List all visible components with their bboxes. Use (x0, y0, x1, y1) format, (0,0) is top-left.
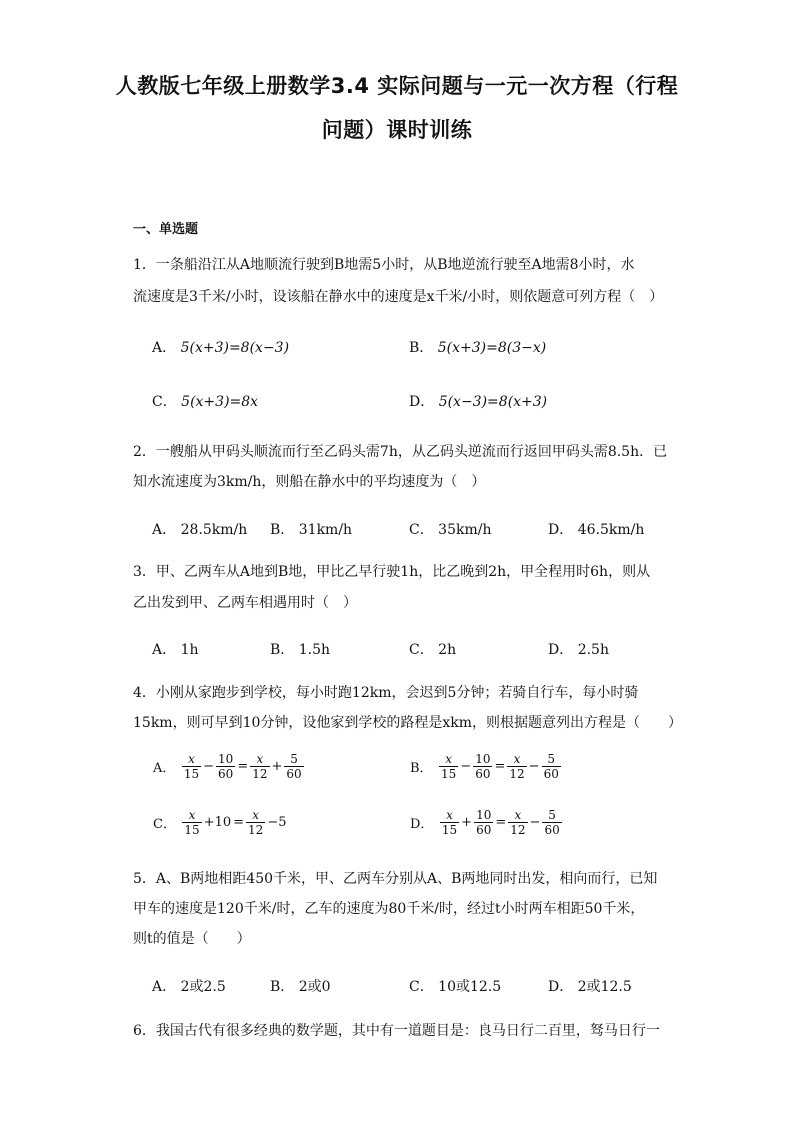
q3-option-c[interactable]: C． 2h (409, 642, 457, 658)
q4-option-d[interactable]: D． $\frac{x}{15}$ + $\frac{10}{60}$ = $\frac{x}{12}$ − $\frac{5}{60}$ (410, 808, 560, 837)
q3-option-d[interactable]: D． 2.5h (548, 642, 609, 658)
question-2-line-2: 知水流速度为3km/h，则船在静水中的平均速度为（ ） (133, 474, 486, 490)
q1-option-d[interactable]: D． 5(x−3)=8(x+3) (409, 394, 548, 410)
q5-option-c[interactable]: C． 10或12.5 (409, 979, 502, 995)
section-heading: 一、单选题 (133, 222, 199, 237)
question-4-line-1: 4．小刚从家跑步到学校，每小时跑12km，会迟到5分钟；若骑自行车，每小时骑 (133, 685, 639, 701)
q5-option-d[interactable]: D． 2或12.5 (548, 979, 632, 995)
q1-option-c[interactable]: C． 5(x+3)=8x (152, 394, 259, 410)
question-3-line-1: 3．甲、乙两车从A地到B地，甲比乙早行驶1h，比乙晚到2h，甲全程用时6h，则从 (133, 564, 651, 580)
q2-option-c[interactable]: C． 35km/h (409, 522, 492, 538)
q3-option-b[interactable]: B． 1.5h (270, 642, 331, 658)
question-3-line-2: 乙出发到甲、乙两车相遇用时（ ） (133, 595, 357, 611)
q3-option-a[interactable]: A． 1h (152, 642, 199, 658)
q5-option-a[interactable]: A． 2或2.5 (152, 979, 226, 995)
question-1-line-1: 1．一条船沿江从A地顺流行驶到B地需5小时，从B地逆流行驶至A地需8小时，水 (133, 257, 635, 273)
page-title-line-1: 人教版七年级上册数学3.4 实际问题与一元一次方程（行程 (115, 74, 679, 98)
question-5-line-2: 甲车的速度是120千米/时，乙车的速度为80千米/时，经过t小时两车相距50千米， (133, 901, 645, 917)
q2-option-a[interactable]: A． 28.5km/h (152, 522, 248, 538)
question-1-line-2: 流速度是3千米/小时，设该船在静水中的速度是x千米/小时，则依题意可列方程（ ） (133, 289, 664, 305)
q1-option-a[interactable]: A． 5(x+3)=8(x−3) (152, 340, 290, 356)
q4-option-b[interactable]: B． $\frac{x}{15}$ − $\frac{10}{60}$ = $\frac{x}{12}$ − $\frac{5}{60}$ (410, 752, 559, 781)
question-2-line-1: 2．一艘船从甲码头顺流而行至乙码头需7h，从乙码头逆流而行返回甲码头需8.5h．已 (133, 444, 668, 460)
q1-option-b[interactable]: B． 5(x+3)=8(3−x) (409, 340, 547, 356)
page-title-line-2: 问题）课时训练 (321, 118, 473, 142)
q4-option-a[interactable]: A． $\frac{x}{15}$ − $\frac{10}{60}$ = $\frac{x}{12}$ + $\frac{5}{60}$ (153, 752, 302, 781)
q2-option-d[interactable]: D． 46.5km/h (548, 522, 645, 538)
question-6-line-1: 6．我国古代有很多经典的数学题，其中有一道题目是：良马日行二百里，驽马日行一 (133, 1023, 660, 1039)
question-5-line-1: 5．A、B两地相距450千米，甲、乙两车分别从A、B两地同时出发，相向而行，已知 (133, 871, 658, 887)
question-4-line-2: 15km，则可早到10分钟，设他家到学校的路程是xkm，则根据题意列出方程是（ ） (133, 715, 683, 731)
q2-option-b[interactable]: B． 31km/h (270, 522, 353, 538)
q4-option-c[interactable]: C． $\frac{x}{15}$ +10 = $\frac{x}{12}$ −5 (153, 808, 287, 837)
question-5-line-3: 则t的值是（ ） (133, 931, 251, 947)
q5-option-b[interactable]: B． 2或0 (270, 979, 331, 995)
